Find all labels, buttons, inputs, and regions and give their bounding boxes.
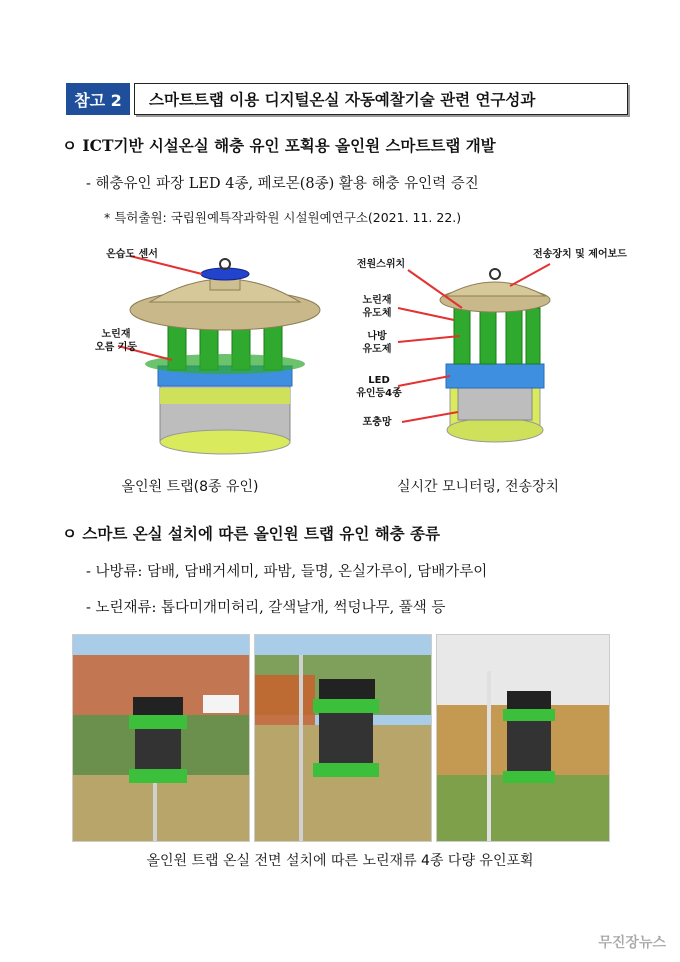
label-led: LED 유인등4종 <box>356 375 402 399</box>
insect-net <box>458 388 532 420</box>
label-sensor: 온습도 센서 <box>106 249 158 260</box>
section2-heading: ㅇ 스마트 온실 설치에 따른 올인원 트랩 유인 해충 종류 <box>62 524 440 543</box>
label-control-board: 전송장치 및 제어보드 <box>533 249 627 260</box>
section2-bullet-stinkbug: - 노린재류: 톱다미개미허리, 갈색날개, 썩덩나무, 풀색 등 <box>86 600 446 616</box>
photo-trap-3 <box>436 634 610 842</box>
led-band-right <box>446 364 544 388</box>
label-moth-guide: 나방 유도제 <box>362 331 392 355</box>
bullet-circle-icon: ㅇ <box>62 524 83 543</box>
patent-note: * 특허출원: 국립원예특작과학원 시설원예연구소(2021. 11. 22.) <box>104 210 462 225</box>
label-bug-guide: 노린재 유도체 <box>362 295 392 319</box>
section1-bullet: - 해충유인 파장 LED 4종, 페로몬(8종) 활용 해충 유인력 증진 <box>86 176 479 192</box>
reference-tag: 참고 2 <box>66 83 130 115</box>
section2-bullet-moth: - 나방류: 담배, 담배거세미, 파밤, 들명, 온실가루이, 담배가루이 <box>86 564 488 580</box>
caption-left: 올인원 트랩(8종 유인) <box>121 479 259 495</box>
label-net: 포충망 <box>362 417 392 428</box>
bullet-circle-icon: ㅇ <box>62 136 83 155</box>
caption-right: 실시간 모니터링, 전송장치 <box>396 479 560 495</box>
photos-caption: 올인원 트랩 온실 전면 설치에 따른 노린재류 4종 다량 유인포획 <box>146 853 534 869</box>
watermark: 무진장뉴스 <box>598 935 666 951</box>
label-power-switch: 전원스위치 <box>356 259 406 270</box>
photo-trap-1 <box>72 634 250 842</box>
photo-trap-2 <box>254 634 432 842</box>
section1-heading: ㅇ ICT기반 시설온실 해충 유인 포획용 올인원 스마트트랩 개발 <box>62 136 496 155</box>
page-title: 스마트트랩 이용 디지털온실 자동예찰기술 관련 연구성과 <box>134 83 628 115</box>
label-pillar: 노린재 오름 기둥 <box>94 329 138 353</box>
